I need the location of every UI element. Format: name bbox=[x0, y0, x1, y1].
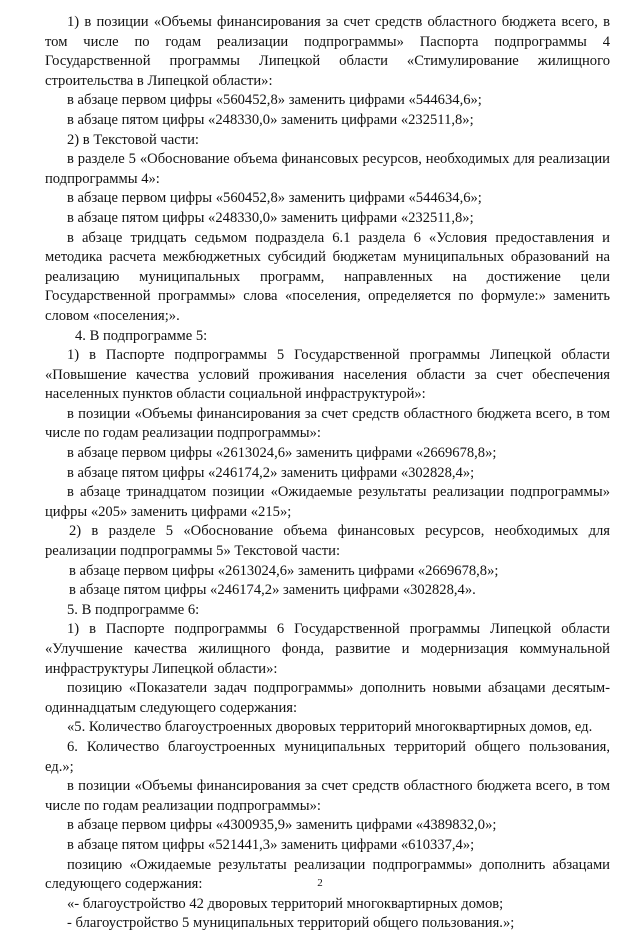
paragraph: в позиции «Объемы финансирования за счет средств областного бюджета всего, в том числе по годам реализации подпрограммы»: bbox=[45, 778, 610, 814]
paragraph: в абзаце первом цифры «560452,8» заменить цифрами «544634,6»; bbox=[67, 190, 482, 207]
page-number: 2 bbox=[317, 877, 323, 889]
paragraph: 2) в разделе 5 «Обоснование объема финансовых ресурсов, необходимых для реализации подпрограммы 5» Текстовой части: bbox=[45, 523, 610, 560]
paragraph: 2) в Текстовой части: bbox=[67, 131, 199, 148]
paragraph: позицию «Ожидаемые результаты реализации подпрограммы» дополнить абзацами следующего содержания: bbox=[45, 856, 610, 893]
paragraph: 4. В подпрограмме 5: bbox=[75, 327, 208, 344]
document-body bbox=[45, 13, 610, 934]
paragraph: в абзаце пятом цифры «521441,3» заменить цифрами «610337,4»; bbox=[67, 836, 475, 853]
paragraph: в разделе 5 «Обоснование объема финансовых ресурсов, необходимых для реализации подпрограммы 4»: bbox=[45, 151, 610, 187]
paragraph: 1) в Паспорте подпрограммы 5 Государственной программы Липецкой области «Повышение качества условий проживания населения области за счет обеспечения населенных пунктов области социальной инфраструктурой»: bbox=[45, 347, 610, 403]
paragraph: в абзаце пятом цифры «248330,0» заменить цифрами «232511,8»; bbox=[67, 111, 474, 128]
paragraph: в абзаце первом цифры «2613024,6» заменить цифрами «2669678,8»; bbox=[69, 562, 499, 579]
paragraph: в абзаце тридцать седьмом подраздела 6.1 раздела 6 «Условия предоставления и методика расчета межбюджетных субсидий бюджетам муниципальных образований на реализацию муниципальных программ, направленных на достижение цели Государственной программы» слова «поселения, определяется по формуле:» заменить словом «поселения;». bbox=[45, 229, 610, 324]
paragraph: в абзаце пятом цифры «246174,2» заменить цифрами «302828,4»; bbox=[67, 464, 475, 481]
paragraph: 1) в Паспорте подпрограммы 6 Государственной программы Липецкой области «Улучшение качества жилищного фонда, развитие и модернизация коммунальной инфраструктуры Липецкой области»: bbox=[45, 621, 610, 677]
paragraph: 5. В подпрограмме 6: bbox=[67, 601, 200, 618]
paragraph: «5. Количество благоустроенных дворовых территорий многоквартирных домов, ед. bbox=[67, 719, 593, 736]
paragraph: в абзаце тринадцатом позиции «Ожидаемые результаты реализации подпрограммы» цифры «205» заменить цифрами «215»; bbox=[45, 484, 610, 520]
paragraph: в абзаце первом цифры «4300935,9» заменить цифрами «4389832,0»; bbox=[67, 817, 497, 834]
paragraph: в абзаце первом цифры «560452,8» заменить цифрами «544634,6»; bbox=[67, 92, 482, 109]
paragraph: 1) в позиции «Объемы финансирования за счет средств областного бюджета всего, в том числе по годам реализации подпрограммы» Паспорта подпрограммы 4 Государственной программы Липецкой области «Стимулирование жилищного строительства в Липецкой области»: bbox=[45, 14, 610, 89]
paragraph: позицию «Показатели задач подпрограммы» дополнить новыми абзацами десятым-одиннадцатым следующего содержания: bbox=[45, 680, 610, 716]
paragraph: в абзаце первом цифры «2613024,6» заменить цифрами «2669678,8»; bbox=[67, 445, 497, 462]
paragraph: 6. Количество благоустроенных муниципальных территорий общего пользования, ед.»; bbox=[45, 738, 610, 775]
paragraph: в позиции «Объемы финансирования за счет средств областного бюджета всего, в том числе по годам реализации подпрограммы»: bbox=[45, 405, 610, 442]
paragraph: - благоустройство 5 муниципальных территорий общего пользования.»; bbox=[67, 915, 515, 932]
paragraph: в абзаце пятом цифры «246174,2» заменить цифрами «302828,4». bbox=[69, 582, 476, 599]
paragraph: в абзаце пятом цифры «248330,0» заменить цифрами «232511,8»; bbox=[67, 209, 474, 226]
paragraph: «- благоустройство 42 дворовых территорий многоквартирных домов; bbox=[67, 895, 504, 912]
